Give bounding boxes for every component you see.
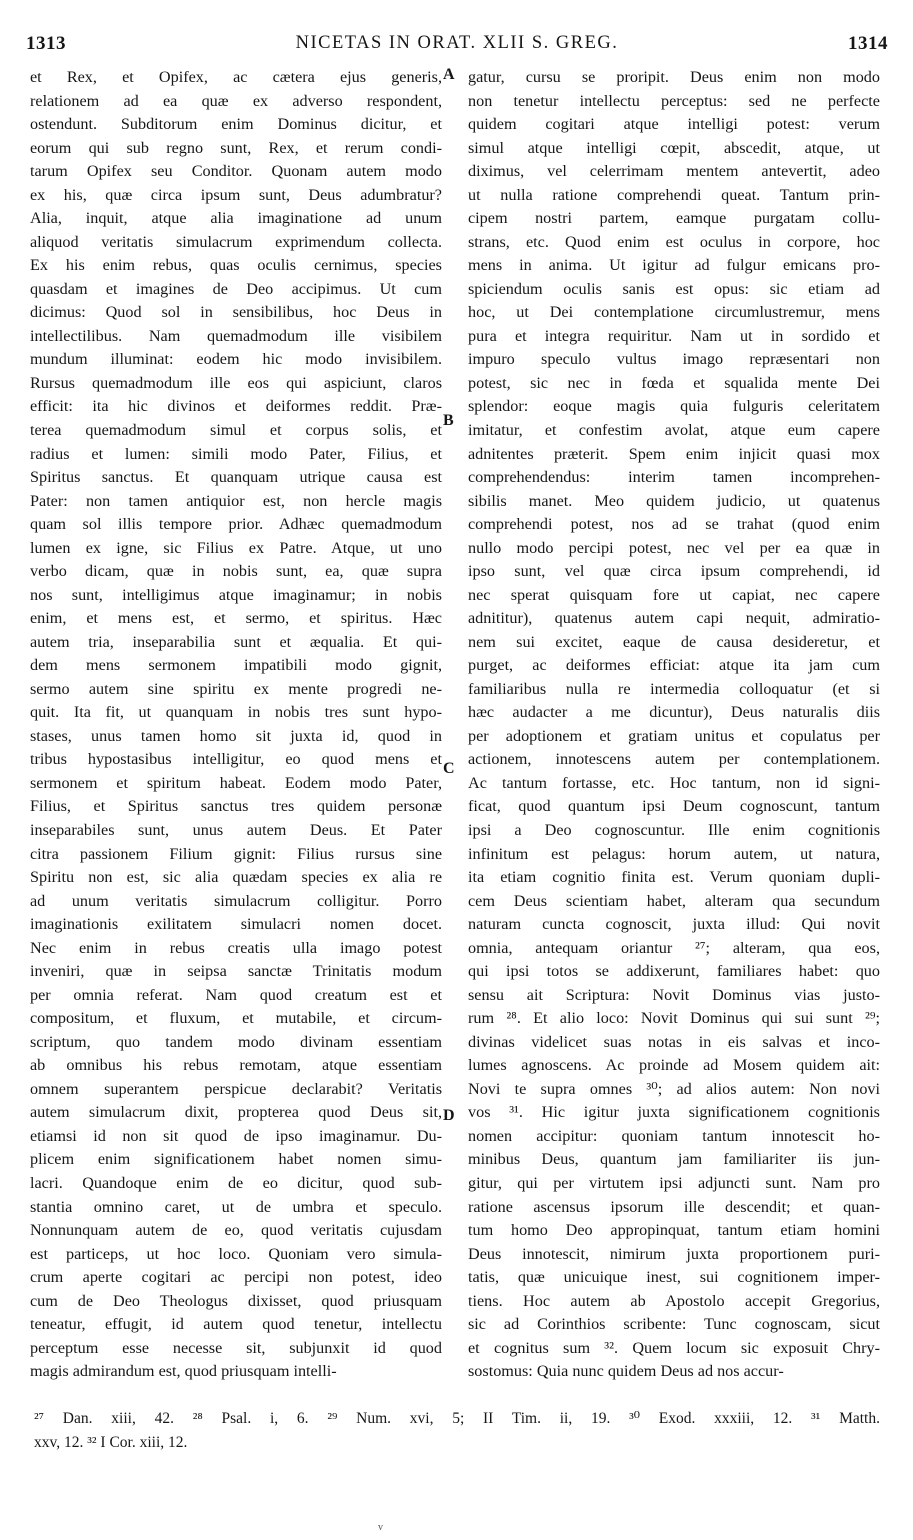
text-line: ut nulla ratione comprehendi queat. Tantum prin-	[468, 185, 880, 204]
text-line: pura et integra requiritur. Nam ut in sordido et	[468, 326, 880, 345]
text-line: crum aperte cogitari ac percipi non potest, ideo	[30, 1268, 442, 1287]
text-line: divinas videlicet suas notas in eis salvas et inco-	[468, 1032, 880, 1051]
text-line: radius et lumen: simili modo Pater, Filius, et	[30, 444, 442, 463]
page-number-right: 1314	[848, 33, 888, 54]
text-line: cipem nostri partem, eamque purgatam collu-	[468, 209, 880, 228]
text-line: mundum illuminat: eodem hic modo invisibilem.	[30, 350, 442, 369]
text-line: sostomus: Quia nunc quidem Deus ad nos accur-	[468, 1362, 784, 1381]
text-line: plicem enim significationem habet nomen simu-	[30, 1150, 442, 1169]
text-line: hæc audacter a me dicuntur), Deus naturalis diis	[468, 703, 880, 722]
page-number-left: 1313	[26, 33, 66, 54]
text-line: adnitentes præterit. Spem enim injicit quasi mox	[468, 444, 880, 463]
text-line: tribus hypostasibus intelligitur, eo quod mens et	[30, 750, 442, 769]
text-line: omnia, antequam oriantur ²⁷; alteram, qua eos,	[468, 938, 880, 957]
text-line: spiciendum oculis sanis est opus: sic etiam ad	[468, 279, 880, 298]
footnotes	[34, 1407, 880, 1455]
text-line: sensu ait Scriptura: Novit Dominus vias justo-	[468, 985, 880, 1004]
text-line: inseparabiles sunt, unus autem Deus. Et Pater	[30, 821, 442, 839]
text-line: intellectilibus. Nam quemadmodum ille visibilem	[30, 326, 442, 345]
text-line: Spiritus sanctus. Et quanquam utrique causa est	[30, 468, 442, 487]
running-title: NICETAS IN ORAT. XLII S. GREG.	[295, 33, 619, 53]
text-line: lumen ex igne, sic Filius ex Patre. Atque, ut uno	[30, 538, 442, 557]
left-column	[30, 66, 442, 1384]
text-line: Ac tantum fortasse, etc. Hoc tantum, non id signi-	[468, 773, 880, 792]
margin-marker-a: A	[443, 66, 455, 83]
text-line: Alia, inquit, atque alia imaginatione ad unum	[30, 209, 442, 228]
text-line: est particeps, ut hoc loco. Quoniam vero simula-	[30, 1244, 442, 1263]
text-line: ipso sunt, vel quæ circa ipsum comprehendi, id	[468, 562, 880, 581]
text-line: etiamsi id non sit quod de ipso imaginamur. Du-	[30, 1126, 442, 1145]
text-line: sic ad Corinthios scribente: Tunc cognoscam, sicut	[468, 1315, 880, 1334]
text-line: per adoptionem et gratiam unitus et copulatus per	[468, 726, 880, 745]
text-line: nos sunt, intelligimus atque imaginamur; in nobis	[30, 585, 442, 604]
text-line: comprehendi potest, nos ad se trahat (quod enim	[468, 515, 880, 534]
text-line: purget, ac deiformes efficiat: atque ita jam cum	[468, 656, 880, 675]
text-line: Pater: non tamen antiquior est, non hercle magis	[30, 491, 442, 510]
text-line: inveniri, quæ in seipsa sanctæ Trinitatis modum	[30, 962, 442, 981]
text-line: stases, unus tamen homo sit juxta id, quod in	[30, 726, 442, 745]
text-line: eorum qui sub regno sunt, Rex, et rerum condi-	[30, 138, 442, 157]
text-line: ratione ascensus ipsorum ille descendit; et quan-	[468, 1197, 880, 1216]
text-line: ita etiam cognitio finita est. Verum quoniam dupli-	[468, 868, 880, 887]
text-line: et Rex, et Opifex, ac cætera ejus generis,	[30, 68, 442, 86]
text-line: sibilis manet. Meo quidem judicio, ut quatenus	[468, 491, 880, 510]
text-line: enim, et mens est, et sermo, et spiritus. Hæc	[30, 609, 442, 628]
footnote-line: ²⁷ Dan. xiii, 42. ²⁸ Psal. i, 6. ²⁹ Num. xvi, 5; II Tim. ii, 19. ³⁰ Exod. xxxiii, 12. ³¹ Matth.	[34, 1410, 880, 1427]
text-line: ab omnibus his rebus remotam, atque essentiam	[30, 1056, 442, 1075]
text-line: lacri. Quandoque enim de eo dicitur, quod sub-	[30, 1173, 442, 1192]
text-line: ex his, quæ circa ipsum sunt, Deus adumbratur?	[30, 185, 442, 204]
text-line: tarum Opifex seu Conditor. Quonam autem modo	[30, 162, 442, 181]
text-line: magis admirandum est, quod priusquam intelli-	[30, 1362, 337, 1381]
text-line: terea quemadmodum simul et corpus solis, et	[30, 420, 442, 439]
text-line: cum de Deo Theologus dixisset, quod priusquam	[30, 1291, 442, 1310]
text-line: potest, sic nec in fœda et squalida mente Dei	[468, 373, 880, 392]
text-line: gatur, cursu se proripit. Deus enim non modo	[468, 68, 880, 86]
text-line: diximus, vel celerrimam mentem antevertit, adeo	[468, 162, 880, 181]
text-line: rum ²⁸. Et alio loco: Novit Dominus qui sui sunt ²⁹;	[468, 1009, 880, 1028]
text-line: perceptum esse necesse sit, subjunxit id quod	[30, 1338, 442, 1357]
text-line: mens in anima. Ut igitur ad fulgur emicans pro-	[468, 256, 880, 275]
footnote-line: xxv, 12. ³² I Cor. xiii, 12.	[34, 1434, 188, 1451]
text-line: lumes agnoscens. Ac proinde ad Mosem quidem ait:	[468, 1056, 880, 1075]
text-line: actionem, innotescens autem per contemplationem.	[468, 750, 880, 769]
text-line: cem Deus scientiam habet, alteram qua secundum	[468, 891, 880, 910]
text-line: gitur, qui per virtutem ipsi adjuncti sunt. Nam pro	[468, 1173, 880, 1192]
text-line: autem simulacrum dixit, propterea quod Deus sit,	[30, 1103, 442, 1122]
text-line: non tenetur intellectu perceptus: sed ne perfecte	[468, 91, 880, 110]
text-line: ipsi a Deo cognoscuntur. Ille enim cognitionis	[468, 821, 880, 839]
text-line: nullo modo percipi potest, nec vel per ea quæ in	[468, 538, 880, 557]
text-line: Nec enim in rebus creatis ulla imago potest	[30, 938, 442, 957]
text-line: Ex his enim rebus, quas oculis cernimus, species	[30, 256, 442, 275]
text-line: adnititur), quatenus autem capi nequit, admiratio-	[468, 609, 880, 628]
text-line: sermonem et spiritum habeat. Eodem modo Pater,	[30, 773, 442, 792]
right-column	[468, 66, 880, 1384]
text-line: Filius, et Spiritus sanctus tres quidem personæ	[30, 797, 442, 816]
text-line: familiaribus nulla re intermedia colloquatur (et si	[468, 679, 880, 698]
text-line: minibus Deus, quantum jam familiariter iis jun-	[468, 1150, 880, 1169]
text-line: quam sol illis tempore prior. Adhæc quemadmodum	[30, 515, 442, 534]
text-line: ad unum veritatis simulacrum colligitur. Porro	[30, 891, 442, 910]
text-line: dem mens sermonem impatibili modo gignit,	[30, 656, 442, 675]
text-line: qui ipsi totos se addixerunt, familiares habet: quo	[468, 962, 880, 981]
text-line: imaginationis exilitatem simulacri nomen docet.	[30, 915, 442, 934]
text-line: comprehendendus: interim tamen incomprehen-	[468, 468, 880, 487]
text-line: scriptum, quo tandem modo divinam essentiam	[30, 1032, 442, 1051]
text-line: simul atque intelligi cœpit, abscedit, atque, ut	[468, 138, 880, 157]
text-line: Deus innotescit, nimirum juxta proportionem puri-	[468, 1244, 880, 1263]
text-line: Spiritu non est, sic alia quædam species ex alia re	[30, 868, 442, 887]
text-line: tiens. Hoc autem ab Apostolo accepit Gregorius,	[468, 1291, 880, 1310]
text-line: infinitum est pelagus: horum autem, ut natura,	[468, 844, 880, 863]
text-line: strans, etc. Quod enim est oculus in corpore, hoc	[468, 232, 880, 251]
text-line: vos ³¹. Hic igitur juxta significationem cognitionis	[468, 1103, 880, 1122]
text-line: compositum, et fluxum, et mutabile, et circum-	[30, 1009, 442, 1028]
text-line: omnem superantem perspicue declarabit? Veritatis	[30, 1079, 442, 1098]
text-line: Novi te supra omnes ³⁰; ad alios autem: Non novi	[468, 1079, 880, 1098]
text-line: teneatur, effugit, id autem quod tenetur, intellectu	[30, 1315, 442, 1334]
text-line: quit. Ita fit, ut quanquam in nobis tres sunt hypo-	[30, 703, 442, 722]
text-line: impuro speculo vultus imago repræsentari non	[468, 350, 880, 369]
text-line: efficit: ita hic divinos et deiformes reddit. Præ-	[30, 397, 442, 416]
text-line: sermo autem sine spiritu ex mente progredi ne-	[30, 679, 442, 698]
text-line: citra passionem Filium gignit: Filius rursus sine	[30, 844, 442, 863]
text-line: nomen accipitur: quoniam tantum innotescit ho-	[468, 1126, 880, 1145]
text-line: stantia omnino caret, ut de umbra et speculo.	[30, 1197, 442, 1216]
text-line: dicimus: Quod sol in sensibilibus, hoc Deus in	[30, 303, 442, 322]
margin-marker-c: C	[443, 760, 455, 777]
text-line: splendor: eoque magis quia fulguris celeritatem	[468, 397, 880, 416]
text-line: ficat, quod quantum ipsi Deum cognoscunt, tantum	[468, 797, 880, 816]
text-line: nem sui excitet, eaque de causa desideretur, et	[468, 632, 880, 651]
text-line: et cognitus sum ³². Quem locum sic exposuit Chry-	[468, 1338, 880, 1357]
text-line: quidem cogitari atque intelligi potest: verum	[468, 115, 880, 134]
text-line: Nonnunquam autem de eo, quod veritatis cujusdam	[30, 1221, 442, 1240]
text-line: Rursus quemadmodum ille eos qui aspiciunt, claros	[30, 373, 442, 392]
text-line: verbo dicam, quæ in nobis sunt, ea, quæ supra	[30, 562, 442, 581]
text-line: aliquod veritatis simulacrum exprimendum collecta.	[30, 232, 442, 251]
bottom-mark: v	[378, 1522, 383, 1533]
text-line: nec sperat quisquam fore ut capiat, nec capere	[468, 585, 880, 604]
text-line: imitatur, et confestim avolat, atque eum capere	[468, 420, 880, 439]
margin-marker-b: B	[443, 412, 454, 429]
text-line: hoc, ut Dei contemplatione circumlustremur, mens	[468, 303, 880, 322]
text-line: tatis, quæ unicuique inest, sui cognitionem imper-	[468, 1268, 880, 1287]
text-line: autem tria, inseparabilia sunt et æqualia. Et qui-	[30, 632, 442, 651]
text-line: per omnia referat. Nam quod creatum est et	[30, 985, 442, 1004]
margin-marker-d: D	[443, 1107, 455, 1124]
text-line: quasdam et imagines de Deo accipimus. Ut cum	[30, 279, 442, 298]
text-line: relationem ad ea quæ ex adverso respondent,	[30, 91, 442, 110]
text-line: naturam cuncta cognoscit, juxta illud: Qui novit	[468, 915, 880, 934]
text-line: ostendunt. Subditorum enim Dominus dicitur, et	[30, 115, 442, 134]
page-header	[26, 33, 888, 63]
text-line: tum homo Deo appropinquat, tantum etiam homini	[468, 1221, 880, 1240]
